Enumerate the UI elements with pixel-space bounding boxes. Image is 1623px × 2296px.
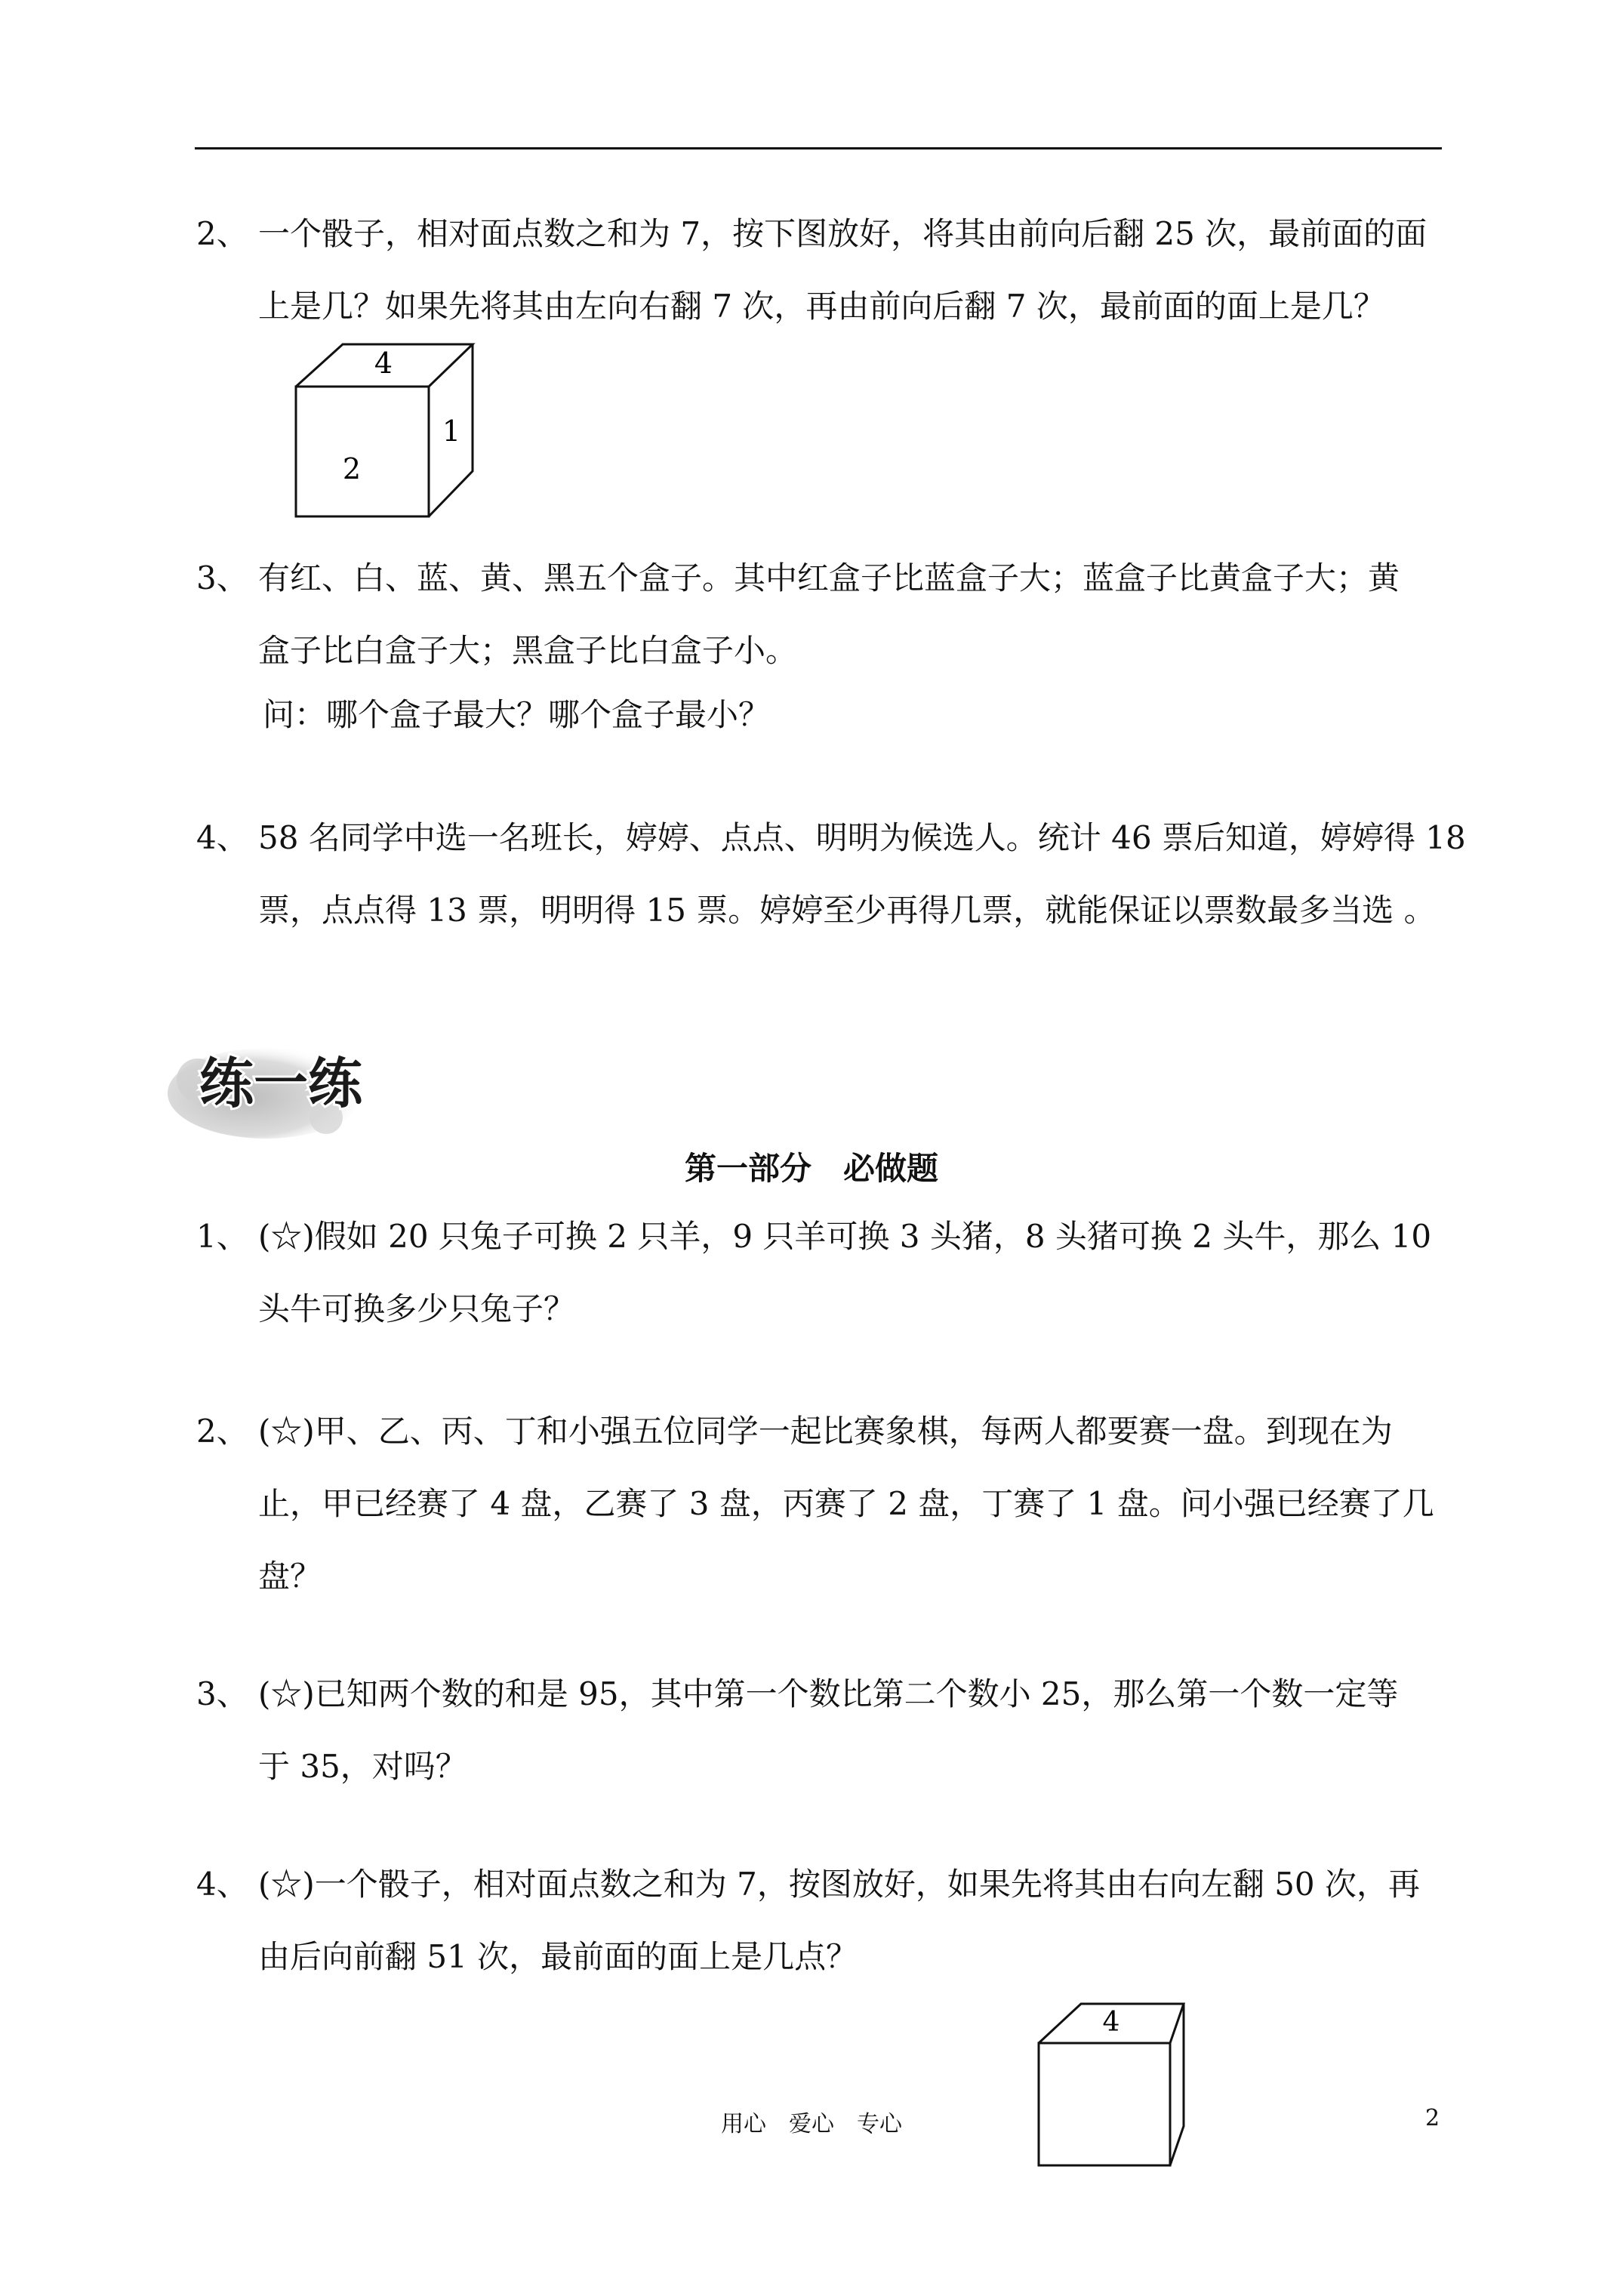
question-line: 盒子比白盒子大；黑盒子比白盒子小。 [258, 632, 798, 669]
section-title: 第一部分 必做题 [684, 1150, 938, 1187]
question-number: 4、 [196, 819, 248, 856]
question-line: 由后向前翻 51 次，最前面的面上是几点？ [258, 1938, 858, 1975]
question-line: (☆)已知两个数的和是 95，其中第一个数比第二个数小 25，那么第一个数一定等 [258, 1675, 1399, 1712]
banner-title: 练一练 [199, 1051, 363, 1115]
header-rule [195, 147, 1442, 149]
practice-question-2 [196, 1395, 1449, 1613]
question-line: (☆)甲、乙、丙、丁和小强五位同学一起比赛象棋，每两人都要赛一盘。到现在为 [258, 1413, 1393, 1450]
practice-question-1 [196, 1200, 1449, 1345]
dice-figure-2 [1030, 1999, 1193, 2171]
question-number: 1、 [196, 1218, 248, 1255]
dice-right-number: 1 [442, 415, 461, 448]
page-number: 2 [1425, 2105, 1440, 2131]
dice-front-face [296, 387, 429, 516]
question-line: (☆)一个骰子，相对面点数之和为 7，按图放好，如果先将其由右向左翻 50 次，再 [258, 1866, 1420, 1903]
practice-question-4 [196, 1848, 1449, 1993]
question-number: 4、 [196, 1866, 248, 1903]
question-line: 有红、白、蓝、黄、黑五个盒子。其中红盒子比蓝盒子大；蓝盒子比黄盒子大；黄 [258, 559, 1400, 596]
question-ask: 问：哪个盒子最大？哪个盒子最小？ [263, 696, 771, 733]
question-line: 头牛可换多少只兔子？ [258, 1290, 576, 1327]
dice-top-number: 4 [1102, 2007, 1120, 2038]
question-line: 于 35，对吗？ [258, 1748, 467, 1785]
example-question-3 [196, 542, 1449, 687]
question-number: 3、 [196, 1675, 248, 1712]
dice-front-face [1039, 2043, 1170, 2165]
question-line: 盘？ [258, 1558, 322, 1595]
dice-front-number: 2 [342, 452, 362, 485]
question-line: 票，点点得 13 票，明明得 15 票。婷婷至少再得几票，就能保证以票数最多当选 。 [258, 892, 1436, 929]
question-number: 3、 [196, 559, 248, 596]
dice-top-number: 4 [374, 347, 393, 380]
question-line: (☆)假如 20 只兔子可换 2 只羊，9 只羊可换 3 头猪，8 头猪可换 2 头牛，那么 10 [258, 1218, 1432, 1255]
practice-banner [168, 1034, 394, 1140]
question-number: 2、 [196, 1413, 248, 1450]
example-question-4 [196, 802, 1466, 947]
question-line: 上是几？如果先将其由左向右翻 7 次，再由前向后翻 7 次，最前面的面上是几？ [258, 288, 1385, 325]
question-number: 2、 [196, 215, 248, 252]
footer-motto: 用心 爱心 专心 [721, 2111, 902, 2137]
question-line: 58 名同学中选一名班长，婷婷、点点、明明为候选人。统计 46 票后知道，婷婷得 18 [258, 819, 1466, 856]
question-line: 一个骰子，相对面点数之和为 7，按下图放好，将其由前向后翻 25 次，最前面的面 [258, 215, 1427, 252]
practice-question-3 [196, 1658, 1449, 1803]
dice-right-face [1170, 2004, 1184, 2165]
dice-figure-1 [287, 338, 483, 527]
question-line: 止，甲已经赛了 4 盘，乙赛了 3 盘，丙赛了 2 盘，丁赛了 1 盘。问小强已经赛了几 [258, 1485, 1434, 1522]
example-question-2 [196, 198, 1449, 343]
